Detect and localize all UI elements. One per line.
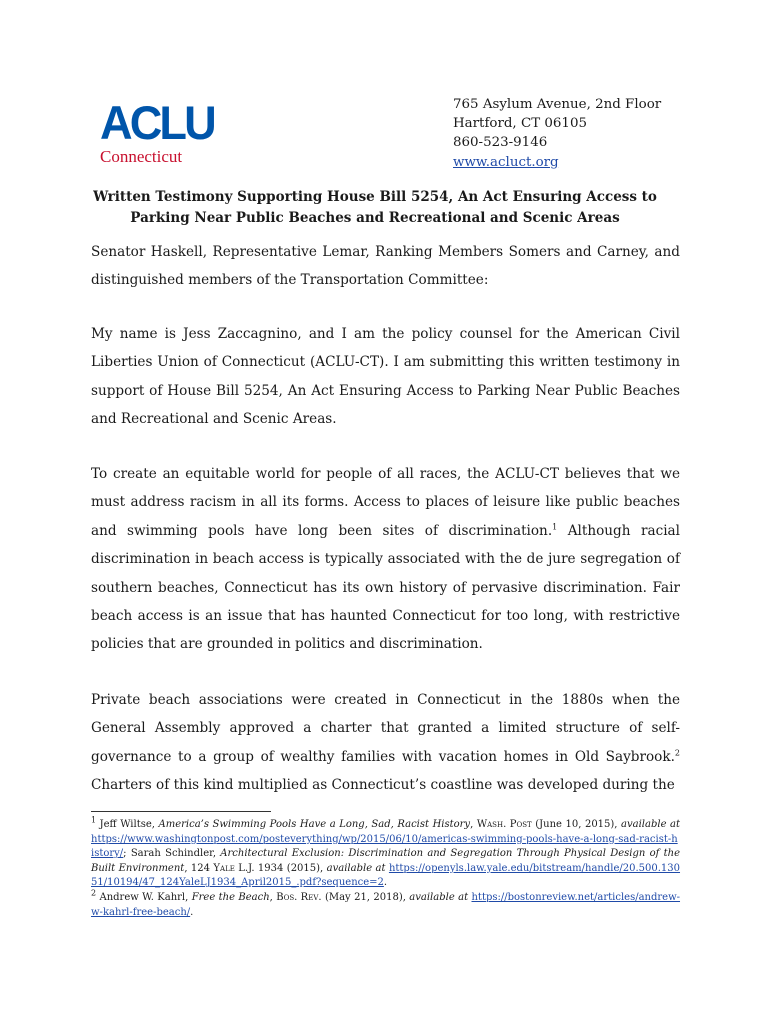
footnote-title: America’s Swimming Pools Have a Long, Sad, Racist History	[158, 819, 471, 830]
footnote-text: .	[190, 906, 194, 918]
title-line-1: Written Testimony Supporting House Bill 5254, An Act Ensuring Access to	[93, 189, 657, 205]
footnote-number: 1	[91, 815, 97, 825]
footnote-text: . P	[503, 819, 517, 830]
history-paragraph	[91, 686, 680, 800]
footnote-number: 2	[91, 888, 97, 898]
paragraph-text: To create an equitable world for people of all races, the ACLU-CT believes that we must address racism in all its forms. Access to places of leisure like public beaches and swimming pools have long been sites of discrimination.	[91, 466, 680, 539]
footnote-divider	[91, 811, 271, 812]
address-street: 765 Asylum Avenue, 2nd Floor	[453, 97, 662, 112]
footnote-text: (June 10, 2015),	[531, 819, 622, 830]
footnote-text: ; Sarah Schindler,	[123, 848, 221, 860]
footnote-ref-2[interactable]: 2	[674, 748, 680, 758]
document-title	[60, 187, 690, 228]
footnote-text: L.J. 1934 (2015),	[234, 862, 327, 874]
intro-paragraph: My name is Jess Zaccagnino, and I am the policy counsel for the American Civil Liberties Union of Connecticut (ACLU-CT). I am submitting this written testimony in support of House Bill 5254, An Act Ensuring Access to Parking Near Public Beaches and Recreational and Scenic Areas.	[91, 326, 680, 428]
footnote-text: ale	[220, 862, 235, 874]
paragraph-text: Charters of this kind multiplied as Connecticut’s coastline was developed during the	[91, 777, 675, 794]
address-city: Hartford, CT 06105	[453, 116, 587, 132]
footnote-link[interactable]: https://openyls.law.yale.edu/bitstream/handle/20.500.13051/10194/47_124YaleLJ1934_April2015_.pdf?sequence=2	[91, 862, 681, 889]
footnote-text: , W	[470, 819, 488, 830]
logo-wordmark: ACLU	[100, 96, 214, 149]
footnotes	[91, 815, 681, 920]
footnote-text: . (May 21, 2018),	[318, 891, 410, 903]
footnote-text: ost	[516, 819, 532, 830]
footnote-text: available at	[621, 819, 681, 830]
footnote-title: Architectural Exclusion: Discrimination and Segregation Through Physical Design of the Built Environment	[91, 848, 680, 874]
footnote-text: os	[283, 891, 295, 903]
footnote-text: .	[383, 877, 388, 889]
footnote-ref-1[interactable]: 1	[552, 522, 558, 532]
footnote-text: , B	[269, 891, 284, 903]
footnote-text: available at	[326, 862, 386, 874]
website-link[interactable]: www.acluct.org	[453, 154, 559, 170]
logo-subtitle: Connecticut	[100, 147, 183, 166]
footnote-text: Jeff Wiltse,	[96, 819, 159, 830]
salutation-paragraph: Senator Haskell, Representative Lemar, Ranking Members Somers and Carney, and distinguished members of the Transportation Committee:	[91, 244, 680, 289]
aclu-logo	[100, 96, 220, 167]
footnote-link[interactable]: https://www.washingtonpost.com/posteverything/wp/2015/06/10/americas-swimming-pools-have-a-long-sad-racist-history/	[91, 833, 678, 860]
address-block	[453, 95, 661, 172]
footnote-text: ev	[308, 891, 319, 903]
title-line-2: Parking Near Public Beaches and Recreational and Scenic Areas	[130, 209, 620, 226]
racism-paragraph	[91, 460, 680, 659]
footnote-text: , 124 Y	[184, 862, 221, 874]
footnote-text: ash	[487, 819, 504, 830]
paragraph-text: Private beach associations were created in Connecticut in the 1880s when the General Assembly approved a charter that granted a limited structure of self-governance to a group of wealthy families with vacation homes in Old Saybrook.	[91, 692, 680, 765]
footnote-2	[91, 888, 681, 920]
footnote-text: available at	[409, 891, 469, 903]
paragraph-text: Although racial discrimination in beach access is typically associated with the de jure segregation of southern beaches, Connecticut has its own history of pervasive discrimination. Fair beach access is an issue that has haunted Connecticut for too long, with restrictive policies that are grounded in politics and discrimination.	[91, 522, 680, 653]
footnote-title: Free the Beach	[191, 891, 270, 903]
footnote-text: . R	[294, 891, 309, 903]
address-phone: 860-523-9146	[453, 135, 548, 151]
footnote-link[interactable]: https://bostonreview.net/articles/andrew-w-kahrl-free-beach/	[91, 891, 681, 918]
footnote-1	[91, 815, 681, 891]
footnote-text: Andrew W. Kahrl,	[96, 891, 192, 903]
